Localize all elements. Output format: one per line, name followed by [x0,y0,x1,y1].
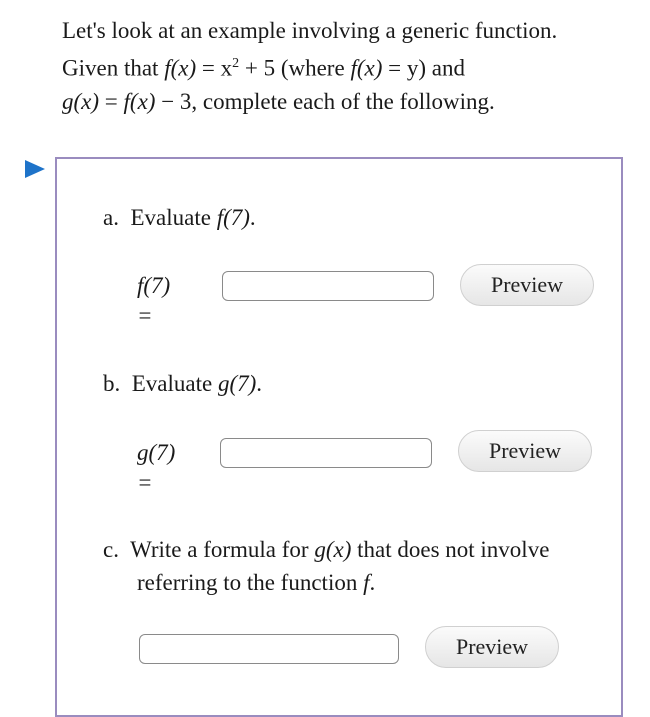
part-a-lhs: f(7) = [137,273,171,328]
intro-line-2: Given that $f(x) = x^2 + 5$ (where f(x) = y) and [62,55,465,81]
part-c-prompt: c. Write a formula for g(x) that does not involve referring to the function f. [103,537,550,595]
part-c-preview-button[interactable]: Preview [425,626,559,668]
part-b-preview-button[interactable]: Preview [458,430,592,472]
intro-line-3: g(x) = f(x) − 3, complete each of the following. [62,88,495,114]
intro-line-1: Let's look at an example involving a generic function. [62,18,558,43]
part-a-preview-button[interactable]: Preview [460,264,594,306]
part-b-answer-input[interactable] [220,438,432,468]
part-a-prompt: a. Evaluate f(7). [103,205,256,230]
part-a-answer-input[interactable] [222,271,434,301]
question-panel [55,157,623,717]
part-b-prompt: b. Evaluate g(7). [103,371,263,396]
problem-statement [62,14,632,118]
part-b-lhs: g(7) = [137,440,176,495]
part-c-answer-input[interactable] [139,634,399,664]
collapse-toggle-icon[interactable] [25,160,45,178]
